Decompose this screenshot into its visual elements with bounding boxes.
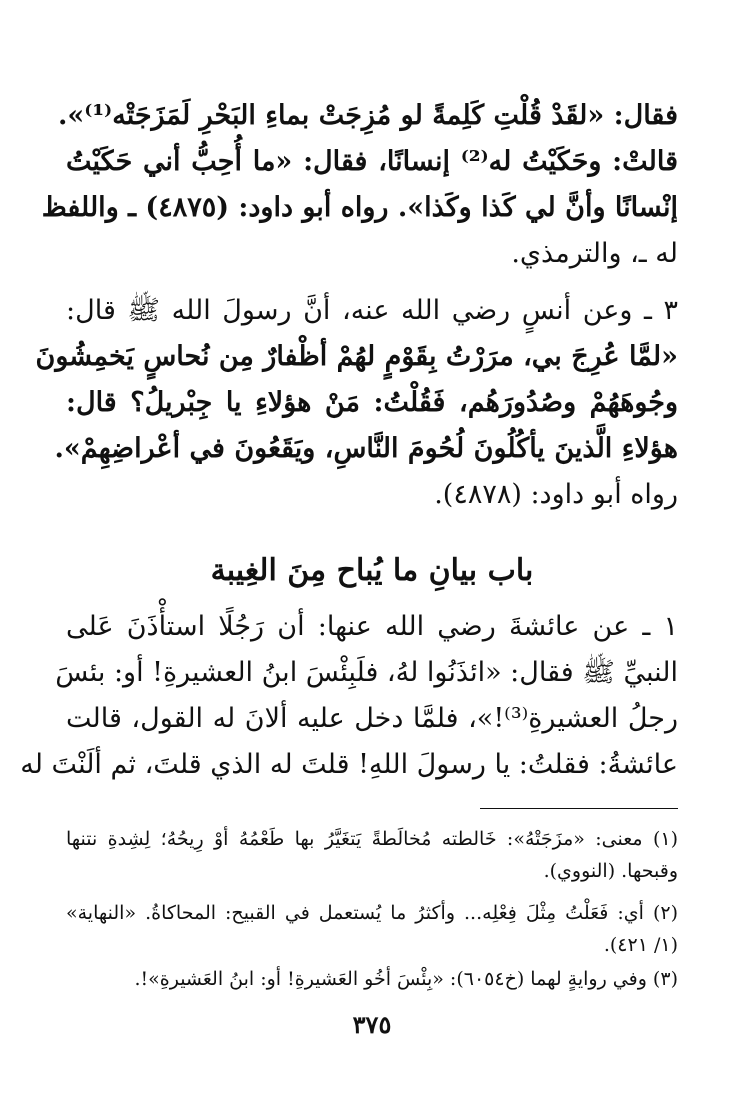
text-line-8: هؤلاءِ الَّذينَ يأكُلُونَ لُحُومَ النَّاسِ، ويَقَعُونَ في أعْراضِهِمْ». bbox=[54, 433, 678, 464]
section-heading: باب بيانِ ما يُباح مِنَ الغِيبة bbox=[210, 553, 534, 588]
footnote-1-line-2: وقبحها. (النووي). bbox=[543, 860, 678, 882]
text-line-9: رواه أبو داود: (٤٨٧٨). bbox=[434, 479, 678, 510]
text-line-11: النبيِّ ﷺ فقال: «ائذَنُوا لهُ، فلَبِئْسَ ابنُ العشيرةِ! أو: بئسَ bbox=[55, 657, 678, 688]
footnote-1-line-1: (١) معنى: «مزَجَتْهُ»: خَالطته مُخالَطةً يَتغَيَّرُ بها طَعْمُهُ أوْ رِيحُهُ؛ لِشِدةِ نتنها bbox=[66, 828, 678, 850]
text-line-6: «لمَّا عُرِجَ بي، مرَرْتُ بِقَوْمٍ لهُمْ أظْفارٌ مِن نُحاسٍ يَخمِشُونَ bbox=[35, 341, 678, 372]
text-line-2: قالتْ: وحَكَيْتُ له⁽²⁾ إنسانًا، فقال: «ما أُحِبُّ أني حَكَيْتُ bbox=[66, 146, 678, 177]
footnote-3: (٣) وفي روايةٍ لهما (خ٦٠٥٤): «بِئْسَ أخُو العَشيرةِ! أو: ابنُ العَشيرةِ»!. bbox=[134, 968, 678, 990]
text-line-5: ٣ ـ وعن أنسٍ رضي الله عنه، أنَّ رسولَ الله ﷺ قال: bbox=[66, 295, 678, 326]
text-line-10: ١ ـ عن عائشةَ رضي الله عنها: أن رَجُلًا استأْذَنَ عَلى bbox=[66, 611, 678, 642]
footnote-2-line-2: (١/ ٤٢١). bbox=[603, 934, 678, 956]
page-number: ٣٧٥ bbox=[352, 1010, 392, 1039]
text-line-4: له ـ، والترمذي. bbox=[511, 238, 678, 269]
footnote-2-line-1: (٢) أي: فَعَلْتُ مِثْلَ فِعْلِه... وأكثرُ ما يُستعمل في القبيح: المحاكاةُ. «النهاية» bbox=[66, 902, 678, 924]
text-line-13: عائشةُ: فقلتُ: يا رسولَ اللهِ! قلتَ له الذي قلتَ، ثم ألَنْتَ له bbox=[20, 749, 678, 780]
footnote-separator bbox=[480, 808, 678, 809]
text-line-7: وجُوهَهُمْ وصُدُورَهُم، فَقُلْتُ: مَنْ هؤلاءِ يا جِبْريلُ؟ قال: bbox=[66, 387, 678, 418]
text-line-12: رجلُ العشيرةِ⁽³⁾!»، فلمَّا دخل عليه ألانَ له القول، قالت bbox=[66, 703, 678, 734]
text-line-1: فقال: «لقَدْ قُلْتِ كَلِمةً لو مُزِجَتْ بماءِ البَحْرِ لَمَزَجَتْه⁽¹⁾». bbox=[58, 100, 678, 131]
text-line-3: إنْسانًا وأنَّ لي كَذا وكَذا». رواه أبو داود: (٤٨٧٥) ـ واللفظ bbox=[41, 192, 678, 223]
